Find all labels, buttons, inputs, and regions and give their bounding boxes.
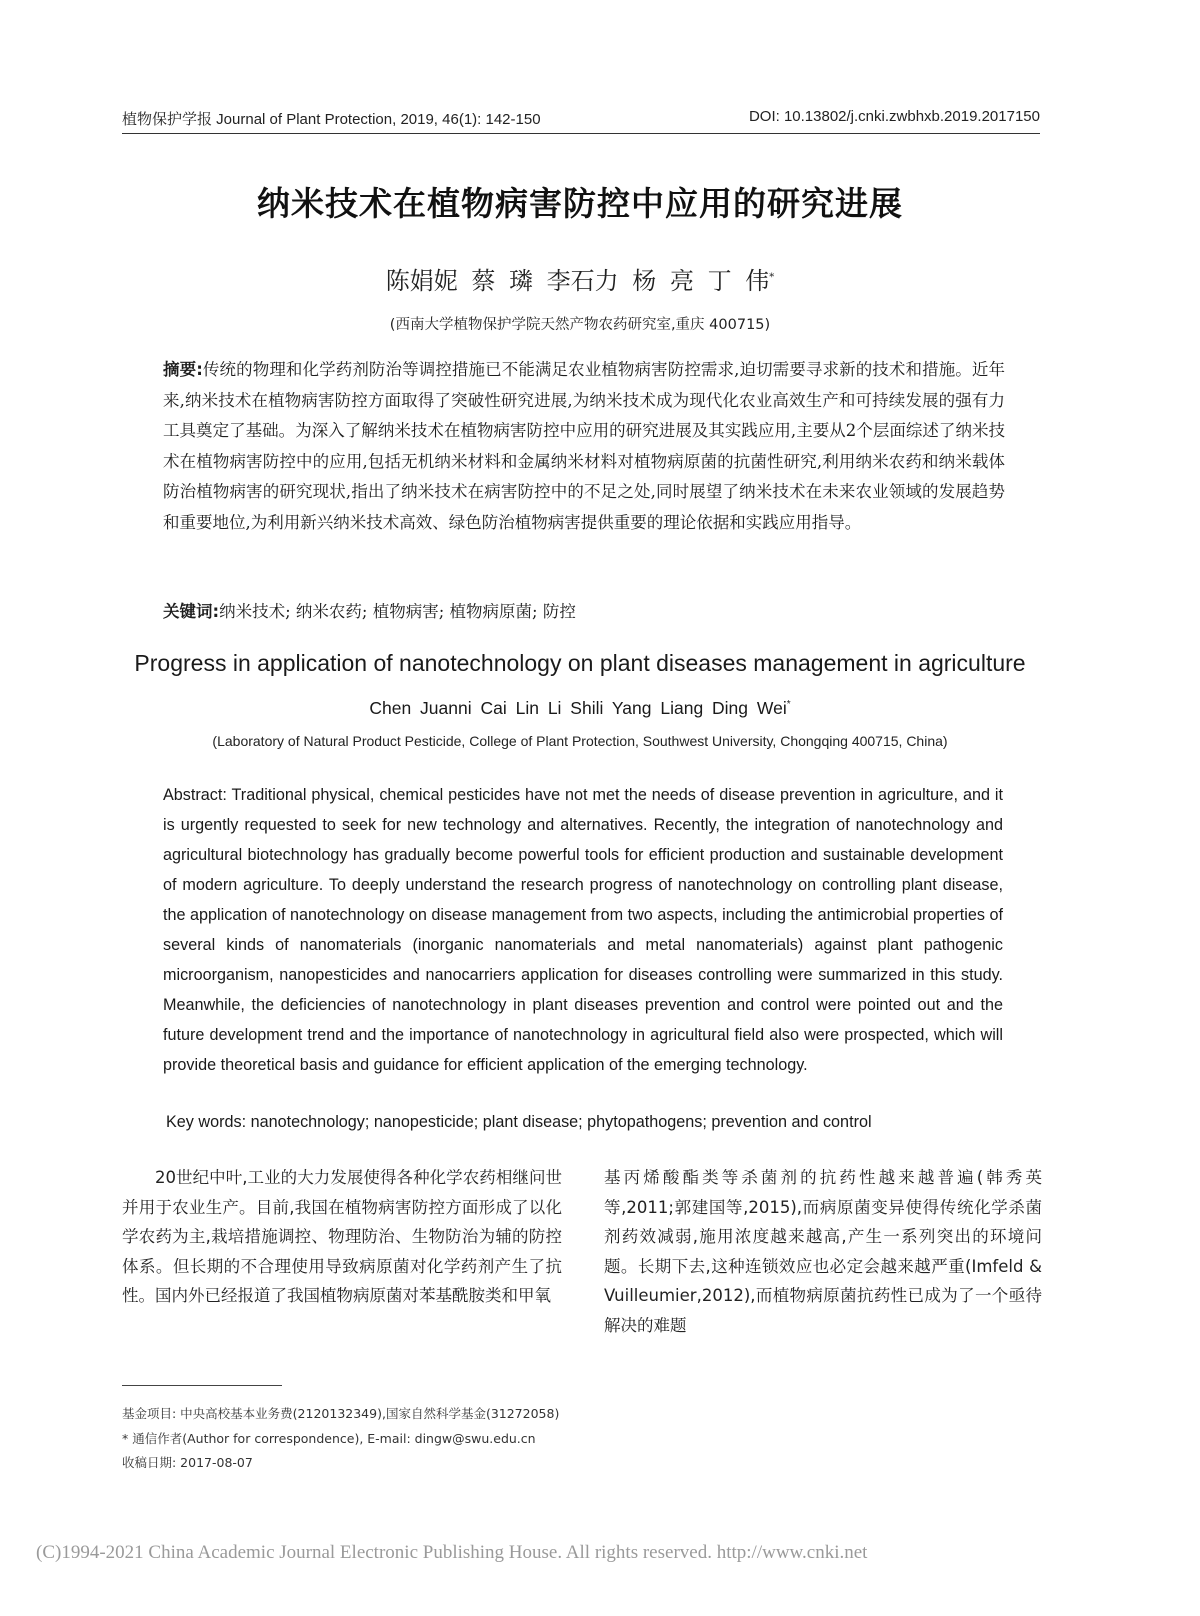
authors-chinese	[0, 261, 1160, 296]
keywords-english-text: nanotechnology; nanopesticide; plant disease; phytopathogens; prevention and control	[250, 1113, 872, 1131]
corresponding-mark: *	[769, 272, 775, 283]
doi-header: DOI: 10.13802/j.cnki.zwbhxb.2019.2017150	[748, 108, 1040, 125]
keywords-english-label: Key words:	[166, 1113, 247, 1131]
abstract-chinese	[163, 355, 1005, 538]
footnote-corresponding: * 通信作者(Author for correspondence), E-mail: dingw@swu.edu.cn	[122, 1431, 536, 1446]
abstract-english	[163, 780, 1003, 1080]
corresponding-mark-en: *	[786, 699, 791, 711]
affiliation-chinese: (西南大学植物保护学院天然产物农药研究室,重庆 400715)	[389, 317, 771, 333]
authors-chinese-names: 陈娟妮 蔡 璘 李石力 杨 亮 丁 伟	[385, 267, 770, 295]
keywords-chinese-label: 关键词:	[163, 602, 220, 621]
abstract-english-label: Abstract:	[163, 786, 227, 804]
header-divider	[122, 133, 1040, 134]
title-chinese: 纳米技术在植物病害防控中应用的研究进展	[257, 184, 903, 223]
abstract-chinese-label: 摘要:	[163, 360, 203, 379]
abstract-chinese-text: 传统的物理和化学药剂防治等调控措施已不能满足农业植物病害防控需求,迫切需要寻求新的技术和措施。近年来,纳米技术在植物病害防控方面取得了突破性研究进展,为纳米技术成为现代化农业高效生产和可持续发展的强有力工具奠定了基础。为深入了解纳米技术在植物病害防控中应用的研究进展及其实践应用,主要从2个层面综述了纳米技术在植物病害防控中的应用,包括无机纳米材料和金属纳米材料对植物病原菌的抗菌性研究,利用纳米农药和纳米载体防治植物病害的研究现状,指出了纳米技术在病害防控中的不足之处,同时展望了纳米技术在未来农业领域的发展趋势和重要地位,为利用新兴纳米技术高效、绿色防治植物病害提供重要的理论依据和实践应用指导。	[163, 360, 1005, 532]
keywords-english	[166, 1109, 1006, 1135]
copyright-watermark: (C)1994-2021 China Academic Journal Electronic Publishing House. All rights reserved. http://www.cnki.net	[36, 1542, 868, 1563]
keywords-chinese	[163, 598, 1005, 626]
affiliation-english: (Laboratory of Natural Product Pesticide, College of Plant Protection, Southwest University, Chongqing 400715, China)	[212, 733, 948, 749]
footnote-divider	[122, 1385, 282, 1386]
authors-english	[0, 698, 1160, 719]
body-column-left: 20世纪中叶,工业的大力发展使得各种化学农药相继问世并用于农业生产。目前,我国在植物病害防控方面形成了以化学农药为主,栽培措施调控、物理防治、生物防治为辅的防控体系。但长期的不合理使用导致病原菌对化学药剂产生了抗性。国内外已经报道了我国植物病原菌对苯基酰胺类和甲氧	[122, 1168, 562, 1306]
footnote-funding: 基金项目: 中央高校基本业务费(2120132349),国家自然科学基金(31272058)	[122, 1406, 560, 1421]
body-column-right: 基丙烯酸酯类等杀菌剂的抗药性越来越普遍(韩秀英等,2011;郭建国等,2015),而病原菌变异使得传统化学杀菌剂药效减弱,施用浓度越来越高,产生一系列突出的环境问题。长期下去,这种连锁效应也必定会越来越严重(Imfeld & Vuilleumier,2012),而植物病原菌抗药性已成为了一个亟待解决的难题	[604, 1168, 1042, 1335]
authors-english-names: Chen Juanni Cai Lin Li Shili Yang Liang Ding Wei	[369, 698, 787, 718]
footnote-received: 收稿日期: 2017-08-07	[122, 1455, 253, 1470]
keywords-chinese-text: 纳米技术; 纳米农药; 植物病害; 植物病原菌; 防控	[219, 602, 576, 621]
journal-header: 植物保护学报 Journal of Plant Protection, 2019, 46(1): 142-150	[122, 111, 541, 128]
title-english: Progress in application of nanotechnology on plant diseases management in agriculture	[134, 650, 1026, 676]
abstract-english-text: Traditional physical, chemical pesticides have not met the needs of disease prevention in agriculture, and it is urgently requested to seek for new technology and alternatives. Recently, the integration of nanotechnology and agricultural biotechnology has gradually become powerful tools for efficient production and sustainable development of modern agriculture. To deeply understand the research progress of nanotechnology on controlling plant disease, the application of nanotechnology on disease management from two aspects, including the antimicrobial properties of several kinds of nanomaterials (inorganic nanomaterials and metal nanomaterials) against plant pathogenic microorganism, nanopesticides and nanocarriers application for diseases controlling were summarized in this study. Meanwhile, the deficiencies of nanotechnology in plant diseases prevention and control were pointed out and the future development trend and the importance of nanotechnology in agricultural field also were prospected, which will provide theoretical basis and guidance for efficient application of the emerging technology.	[163, 786, 1003, 1074]
